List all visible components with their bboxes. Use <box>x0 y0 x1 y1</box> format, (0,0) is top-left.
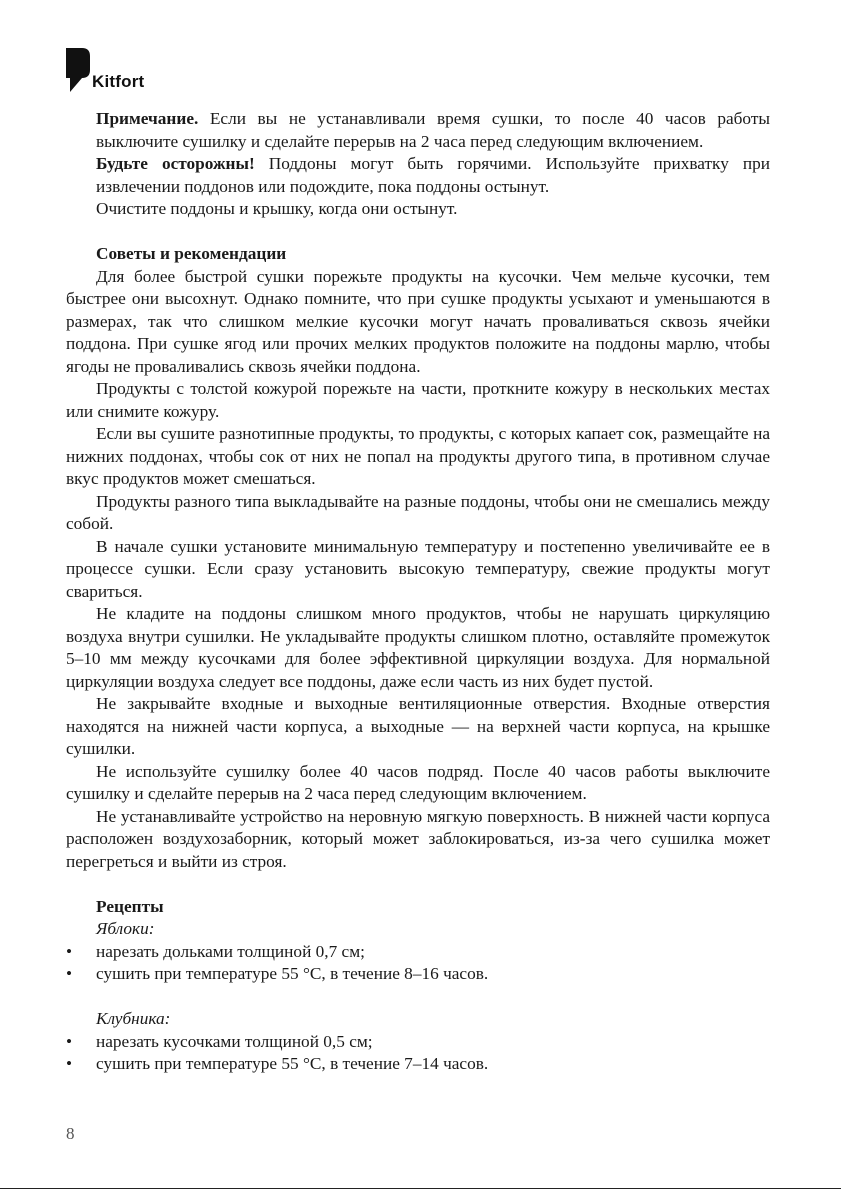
brand-logo <box>66 48 144 92</box>
list-item <box>66 1031 770 1054</box>
caution-paragraph <box>66 153 770 198</box>
recipes-heading: Рецепты <box>96 896 164 916</box>
recipe-steps-list <box>66 941 770 986</box>
tips-paragraph: Для более быстрой сушки порежьте продукты на кусочки. Чем мельче кусочки, тем быстрее они высохнут. Однако помните, что при сушке продукты усыхают и уменьшаются в размерах, так что слишком мелкие кусочки могут начать проваливаться сквозь ячейки поддона. При сушке ягод или прочих мелких продуктов положите на поддоны марлю, чтобы ягоды не проваливались сквозь ячейки поддона. <box>66 266 770 376</box>
tips-heading: Советы и рекомендации <box>96 244 287 263</box>
recipe-step: нарезать кусочками толщиной 0,5 см; <box>96 1031 373 1051</box>
recipe-step: нарезать дольками толщиной 0,7 см; <box>96 941 365 961</box>
caution-text: Поддоны могут быть горячими. Используйте прихватку при извлечении поддонов или подождите, пока поддоны остынут. <box>96 154 771 196</box>
kitfort-logo-icon <box>66 48 90 92</box>
recipe-step: сушить при температуре 55 °C, в течение 7–14 часов. <box>96 1054 489 1073</box>
tips-paragraph: Не используйте сушилку более 40 часов подряд. После 40 часов работы выключите сушилку и сделайте перерыв на 2 часа перед следующим включением. <box>66 761 770 803</box>
recipe-steps-list <box>66 1031 770 1076</box>
tips-paragraph: Продукты разного типа выкладывайте на разные поддоны, чтобы они не смешались между собой. <box>66 491 770 533</box>
bullet-icon: • <box>66 941 73 961</box>
recipe-name: Клубника: <box>96 1009 171 1028</box>
bullet-icon: • <box>66 1031 73 1051</box>
page-number: 8 <box>66 1124 75 1143</box>
tips-paragraph: Не устанавливайте устройство на неровную мягкую поверхность. В нижней части корпуса расположен воздухозаборник, который может заблокироваться, из-за чего сушилка может перегреться и выйти из строя. <box>66 806 770 871</box>
tips-paragraph: Не закрывайте входные и выходные вентиляционные отверстия. Входные отверстия находятся на нижней части корпуса, а выходные — на верхней части корпуса, на крышке сушилки. <box>66 694 770 758</box>
note-paragraph <box>66 108 770 153</box>
recipe-step: сушить при температуре 55 °C, в течение 8–16 часов. <box>96 964 489 983</box>
bullet-icon: • <box>66 1054 73 1073</box>
brand-name: Kitfort <box>92 72 145 91</box>
bottom-divider <box>0 1188 841 1189</box>
list-item <box>66 941 770 964</box>
tips-paragraph: Не кладите на поддоны слишком много продуктов, чтобы не нарушать циркуляцию воздуха внутри сушилки. Не укладывайте продукты слишком плотно, оставляйте промежуток 5–10 мм между кусочками для более эффективной циркуляции воздуха. Для нормальной циркуляции воздуха следует все поддоны, даже если часть из них будет пустой. <box>66 604 770 691</box>
list-item <box>66 963 770 986</box>
note-text: Если вы не устанавливали время сушки, то после 40 часов работы выключите сушилку и сделайте перерыв на 2 часа перед следующим включением. <box>96 109 770 151</box>
tips-paragraph: В начале сушки установите минимальную температуру и постепенно увеличивайте ее в процессе сушки. Если сразу установить высокую температуру, свежие продукты могут свариться. <box>66 536 770 601</box>
manual-page-content <box>66 108 770 1076</box>
list-item <box>66 1053 770 1076</box>
recipe-name: Яблоки: <box>96 919 155 938</box>
clean-paragraph: Очистите поддоны и крышку, когда они остынут. <box>96 199 458 218</box>
caution-label: Будьте осторожны! <box>96 154 255 173</box>
tips-paragraph: Продукты с толстой кожурой порежьте на части, проткните кожуру в нескольких местах или снимите кожуру. <box>66 379 770 421</box>
note-label: Примечание. <box>96 109 199 128</box>
tips-paragraph: Если вы сушите разнотипные продукты, то продукты, с которых капает сок, размещайте на нижних поддонах, чтобы сок от них не попал на продукты другого типа, в противном случае вкус продуктов может смешаться. <box>66 424 770 488</box>
bullet-icon: • <box>66 964 73 983</box>
